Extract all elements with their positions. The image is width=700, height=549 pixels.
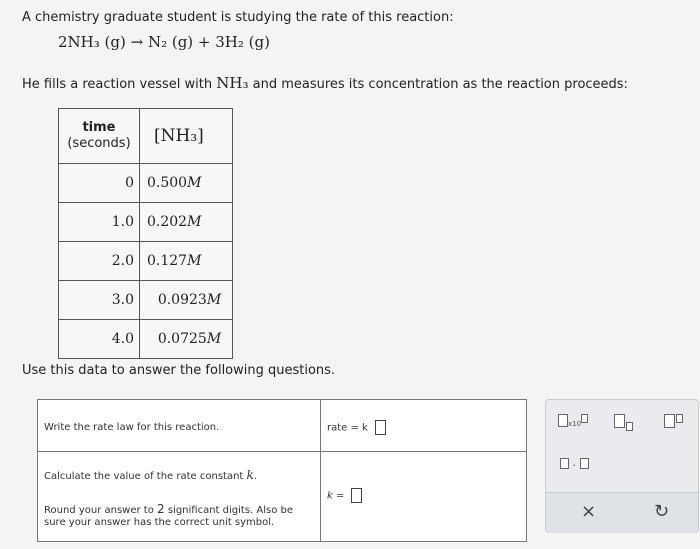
concentration-unit: M: [187, 175, 202, 191]
math-toolbar: [545, 399, 699, 533]
rate-law-label: rate = k: [327, 422, 368, 434]
concentration-value: 0.0923: [157, 292, 207, 308]
concentration-value: 0.500: [147, 175, 188, 191]
clear-icon[interactable]: ×: [581, 501, 597, 522]
table-row: [59, 320, 233, 359]
instruction-text: Use this data to answer the following questions.: [22, 363, 336, 378]
concentration-table: [58, 108, 233, 359]
question-box: [37, 399, 527, 542]
time-header: [59, 109, 140, 164]
concentration-cell: [140, 242, 233, 281]
dot-label: ·: [572, 459, 576, 472]
time-header-line1: time: [82, 120, 116, 135]
superscript-base-icon: [664, 414, 675, 428]
undo-icon[interactable]: ↻: [654, 501, 670, 522]
concentration-unit: M: [187, 214, 202, 230]
rate-law-question: Write the rate law for this reaction.: [44, 422, 220, 433]
rate-constant-input[interactable]: [351, 488, 362, 503]
concentration-unit: M: [206, 292, 222, 308]
concentration-cell: [140, 164, 233, 203]
concentration-header: [NH₃]: [140, 109, 233, 164]
procedure-text: [22, 74, 628, 92]
sci-exp-icon: [581, 414, 588, 423]
sci-label: x10: [568, 420, 582, 428]
time-cell: 3.0: [59, 281, 140, 320]
time-header-line2: (seconds): [67, 136, 131, 151]
round-instruction-post: significant digits. Also be: [167, 505, 294, 516]
procedure-text-after: and measures its concentration as the reaction proceeds:: [252, 77, 628, 92]
dot-right-icon: [580, 458, 589, 469]
dot-left-icon: [560, 458, 569, 469]
sig-digits: 2: [157, 502, 165, 516]
concentration-unit: M: [206, 331, 222, 347]
table-row: [59, 242, 233, 281]
concentration-cell: [140, 320, 233, 359]
superscript-button[interactable]: [664, 414, 683, 431]
unit-instruction: sure your answer has the correct unit symbol.: [44, 517, 275, 528]
concentration-cell: [140, 281, 233, 320]
procedure-text-before: He fills a reaction vessel with: [22, 77, 213, 92]
concentration-value: 0.202: [147, 214, 188, 230]
intro-text: A chemistry graduate student is studying the rate of this reaction:: [22, 10, 454, 25]
rate-constant-question-text: Calculate the value of the rate constant: [44, 471, 244, 482]
subscript-small-icon: [626, 422, 633, 431]
round-instruction-pre: Round your answer to: [44, 505, 154, 516]
subscript-button[interactable]: [614, 414, 633, 431]
time-cell: 1.0: [59, 203, 140, 242]
rate-constant-question: Calculate the value of the rate constant k.: [44, 468, 257, 482]
concentration-value: 0.127: [147, 253, 188, 269]
time-cell: 2.0: [59, 242, 140, 281]
toolbar-bottom-bar: [546, 492, 698, 533]
scientific-notation-button[interactable]: [558, 414, 588, 430]
time-cell: 4.0: [59, 320, 140, 359]
round-instruction: [44, 502, 293, 516]
table-row: [59, 203, 233, 242]
rate-law-answer: [327, 420, 386, 435]
rate-law-input[interactable]: [375, 420, 386, 435]
rate-constant-answer: [327, 488, 362, 503]
question-divider: [320, 400, 321, 541]
rate-constant-var: k: [246, 468, 254, 482]
rate-constant-label: k =: [327, 490, 345, 502]
procedure-chem: NH₃: [216, 74, 249, 92]
sci-box-icon: [558, 414, 568, 427]
superscript-small-icon: [676, 414, 683, 423]
concentration-value: 0.0725: [157, 331, 207, 347]
subscript-base-icon: [614, 414, 625, 428]
multiply-dot-button[interactable]: [560, 458, 589, 472]
table-row: [59, 281, 233, 320]
concentration-unit: M: [187, 253, 202, 269]
reaction-equation: 2NH₃ (g) → N₂ (g) + 3H₂ (g): [58, 33, 270, 51]
concentration-cell: [140, 203, 233, 242]
time-cell: 0: [59, 164, 140, 203]
table-row: [59, 164, 233, 203]
